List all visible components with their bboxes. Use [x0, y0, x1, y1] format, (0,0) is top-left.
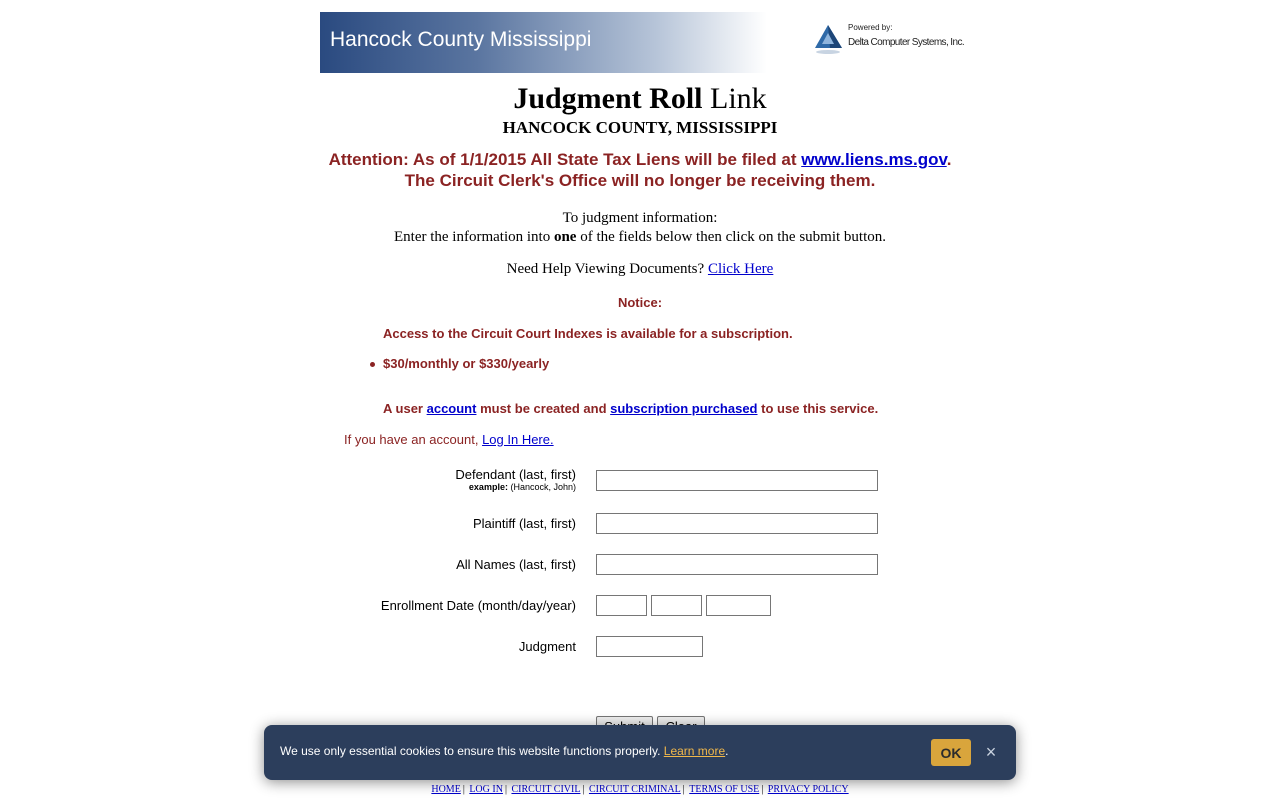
- page-title-normal: Link: [710, 82, 767, 115]
- defendant-input[interactable]: [596, 470, 878, 491]
- login-prompt: [344, 432, 554, 447]
- help-link[interactable]: Click Here: [707, 261, 774, 277]
- footer-nav: HOME | LOG IN | CIRCUIT CIVIL | CIRCUIT CRIMINAL | TERMS OF USE | PRIVACY POLICY: [431, 784, 849, 795]
- help-text: [0, 261, 1280, 278]
- intro-line1: To judgment information:: [562, 210, 718, 226]
- example-value: (Hancock, John): [510, 482, 576, 492]
- cookie-learn-more-link[interactable]: Learn more: [663, 744, 726, 758]
- example-label: example:: [468, 482, 508, 492]
- attention-line2: The Circuit Clerk's Office will no longer be receiving them.: [404, 171, 876, 190]
- footer-link-circuit-criminal[interactable]: CIRCUIT CRIMINAL: [588, 784, 681, 795]
- notice-access-text: Access to the Circuit Court Indexes is available for a subscription.: [383, 326, 793, 341]
- cookie-message: [280, 744, 728, 758]
- login-link[interactable]: Log In Here.: [482, 432, 554, 447]
- enrollment-day-input[interactable]: [651, 595, 702, 616]
- intro-line2-bold: one: [553, 229, 577, 245]
- intro-line2-suffix: of the fields below then click on the submit button.: [580, 229, 886, 245]
- intro-line2-prefix: Enter the information into: [394, 229, 551, 245]
- plaintiff-label: Plaintiff (last, first): [472, 516, 576, 531]
- help-label: Need Help Viewing Documents?: [506, 261, 705, 277]
- attention-period: .: [946, 150, 952, 169]
- account-link[interactable]: account: [426, 401, 477, 416]
- enrollment-date-label: Enrollment Date (month/day/year): [380, 598, 576, 613]
- login-text: If you have an account,: [344, 432, 479, 447]
- defendant-label: Defendant (last, first): [455, 467, 576, 482]
- subscription-link[interactable]: subscription purchased: [610, 401, 758, 416]
- footer-link-login[interactable]: LOG IN: [469, 784, 503, 795]
- defendant-example: [469, 482, 576, 492]
- plaintiff-input[interactable]: [596, 513, 878, 534]
- liens-link[interactable]: www.liens.ms.gov: [801, 150, 947, 169]
- footer-link-home[interactable]: HOME: [431, 784, 461, 795]
- cookie-ok-button[interactable]: OK: [931, 739, 971, 766]
- bullet-icon: [370, 362, 375, 367]
- cookie-banner: [264, 725, 1016, 780]
- cookie-text: We use only essential cookies to ensure this website functions properly.: [280, 744, 661, 758]
- notice-title: Notice:: [617, 295, 663, 310]
- county-banner: [320, 12, 767, 73]
- attention-line1: Attention: As of 1/1/2015 All State Tax Liens will be filed at: [328, 150, 797, 169]
- cookie-period: .: [725, 744, 729, 758]
- notice-user-prefix: A user: [383, 401, 423, 416]
- intro-text: [0, 209, 1280, 247]
- enrollment-month-input[interactable]: [596, 595, 647, 616]
- footer-link-privacy[interactable]: PRIVACY POLICY: [767, 784, 849, 795]
- allnames-label: All Names (last, first): [456, 557, 576, 572]
- enrollment-year-input[interactable]: [706, 595, 771, 616]
- footer-link-circuit-civil[interactable]: CIRCUIT CIVIL: [511, 784, 581, 795]
- powered-by-logo: [812, 22, 965, 62]
- powered-by-company: Delta Computer Systems, Inc.: [848, 37, 965, 48]
- page-title-bold: Judgment Roll: [513, 82, 703, 115]
- powered-by-label: Powered by:: [848, 23, 893, 32]
- allnames-input[interactable]: [596, 554, 878, 575]
- page-title: [0, 82, 1280, 116]
- notice-user-suffix: to use this service.: [761, 401, 879, 416]
- banner-title: Hancock County Mississippi: [330, 28, 592, 51]
- delta-logo-icon: [814, 24, 844, 58]
- page-subtitle: HANCOCK COUNTY, MISSISSIPPI: [502, 118, 778, 137]
- judgment-label: Judgment: [518, 639, 576, 654]
- attention-notice: [0, 149, 1280, 191]
- notice-user-middle: must be created and: [480, 401, 607, 416]
- footer-link-terms[interactable]: TERMS OF USE: [689, 784, 760, 795]
- judgment-input[interactable]: [596, 636, 703, 657]
- notice-price: $30/monthly or $330/yearly: [383, 356, 550, 371]
- close-icon[interactable]: ×: [985, 742, 997, 762]
- notice-user-text: [383, 401, 878, 416]
